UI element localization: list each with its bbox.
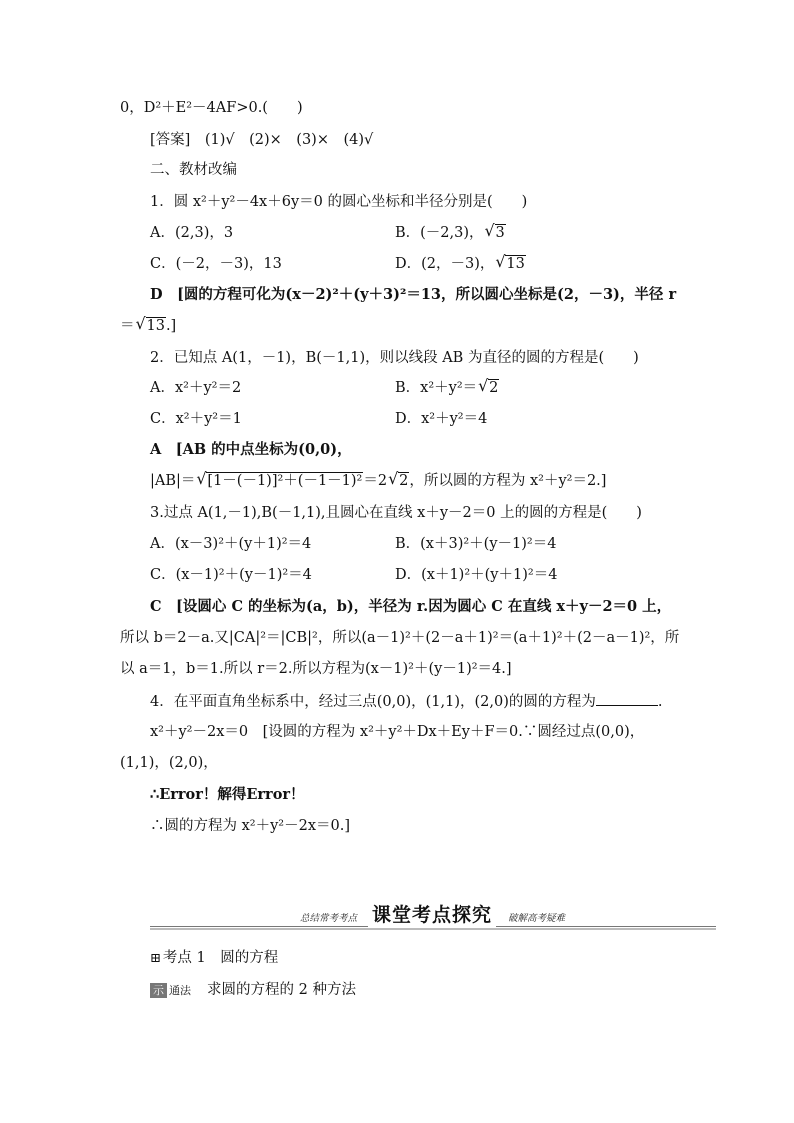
text: ＝2 [363,473,388,489]
sqrt-radicand: 3 [495,225,505,241]
sqrt-symbol [389,471,409,491]
sqrt-symbol [137,316,166,336]
solution-2-line: A [AB 的中点坐标为(0,0)， [150,441,352,458]
question-2: 2．已知点 A(1，－1)，B(－1,1)，则以线段 AB 为直径的圆的方程是( ) [150,350,639,366]
sqrt-radicand: 13 [506,256,525,272]
option-c: C．(－2，－3)，13 [150,256,282,272]
text: |AB|＝ [150,473,196,489]
solution-4-line: ∴Error！解得Error！ [150,786,305,803]
answer-line: [答案] (1)√ (2)× (3)× (4)√ [150,132,374,148]
solution-4-line: x²＋y²－2x＝0 [设圆的方程为 x²＋y²＋Dx＋Ey＋F＝0.∵圆经过点(0,0)， [150,724,645,740]
sqrt-radicand: 2 [399,473,409,489]
sqrt-radicand: 13 [146,318,165,334]
question-1: 1．圆 x²＋y²－4x＋6y＝0 的圆心坐标和半径分别是( ) [150,194,528,210]
section-banner [150,904,716,932]
banner-left-text: 总结常考考点 [300,913,358,924]
banner-title: 课堂考点探究 [368,900,496,927]
question-3: 3.过点 A(1,－1),B(－1,1),且圆心在直线 x＋y－2＝0 上的圆的方程是( ) [150,505,642,521]
option-b [395,223,506,243]
option-c: C．(x－1)²＋(y－1)²＝4 [150,567,312,583]
option-d [395,254,526,274]
solution-3-line: 以 a＝1，b＝1.所以 r＝2.所以方程为(x－1)²＋(y－1)²＝4.] [120,661,512,677]
solution-2-line [150,471,606,491]
solution-1-line [120,316,176,336]
option-b [395,378,499,398]
topic-label: 考点 1 圆的方程 [162,950,279,966]
solution-3-line: C [设圆心 C 的坐标为(a，b)，半径为 r.因为圆心 C 在直线 x＋y－2＝0 上， [150,598,672,615]
question-4 [150,691,662,712]
option-b-text: B．(－2,3)， [395,225,484,241]
solution-4-line: ∴圆的方程为 x²＋y²－2x＝0.] [150,818,350,834]
option-a: A．x²＋y²＝2 [150,380,242,396]
sqrt-radicand: [1－(－1)]²＋(－1－1)² [207,473,363,489]
method-tag: 示 [150,983,167,998]
solution-1-line: D [圆的方程可化为(x－2)²＋(y＋3)²＝13，所以圆心坐标是(2，－3)，半径 r [150,286,677,303]
topic-heading [150,948,278,969]
solution-4-line: (1,1)，(2,0)， [120,755,218,771]
topic-icon: ⊞ [150,951,161,966]
option-b: B．(x＋3)²＋(y－1)²＝4 [395,536,557,552]
method-heading [150,980,356,1001]
sqrt-radicand: 2 [489,380,499,396]
banner-right-text: 破解高考疑难 [508,913,566,924]
sqrt-symbol [486,223,506,243]
sqrt-symbol [479,378,499,398]
sqrt-symbol [197,471,363,491]
method-tag-text: 通法 [169,984,191,997]
answer-blank [596,691,658,706]
sqrt-symbol [496,254,525,274]
solution-3-line: 所以 b＝2－a.又|CA|²＝|CB|²，所以(a－1)²＋(2－a＋1)²＝(a＋1)²＋(2－a－1)²，所 [120,630,680,646]
text: ，所以圆的方程为 x²＋y²＝2.] [409,473,607,489]
option-b-text: B．x²＋y²＝ [395,380,478,396]
method-title: 求圆的方程的 2 种方法 [207,982,356,998]
text: .] [165,318,177,334]
option-a: A．(2,3)，3 [150,225,234,241]
option-d: D．(x＋1)²＋(y＋1)²＝4 [395,567,558,583]
option-c: C．x²＋y²＝1 [150,411,242,427]
text: ＝ [120,318,135,334]
text-line: 0，D²＋E²－4AF>0.( ) [120,100,303,116]
text: . [657,694,663,710]
option-d: D．x²＋y²＝4 [395,411,488,427]
option-a: A．(x－3)²＋(y＋1)²＝4 [150,536,312,552]
option-d-text: D．(2，－3)， [395,256,495,272]
text: 4．在平面直角坐标系中，经过三点(0,0)，(1,1)，(2,0)的圆的方程为 [150,694,596,710]
section-heading: 二、教材改编 [150,162,237,178]
